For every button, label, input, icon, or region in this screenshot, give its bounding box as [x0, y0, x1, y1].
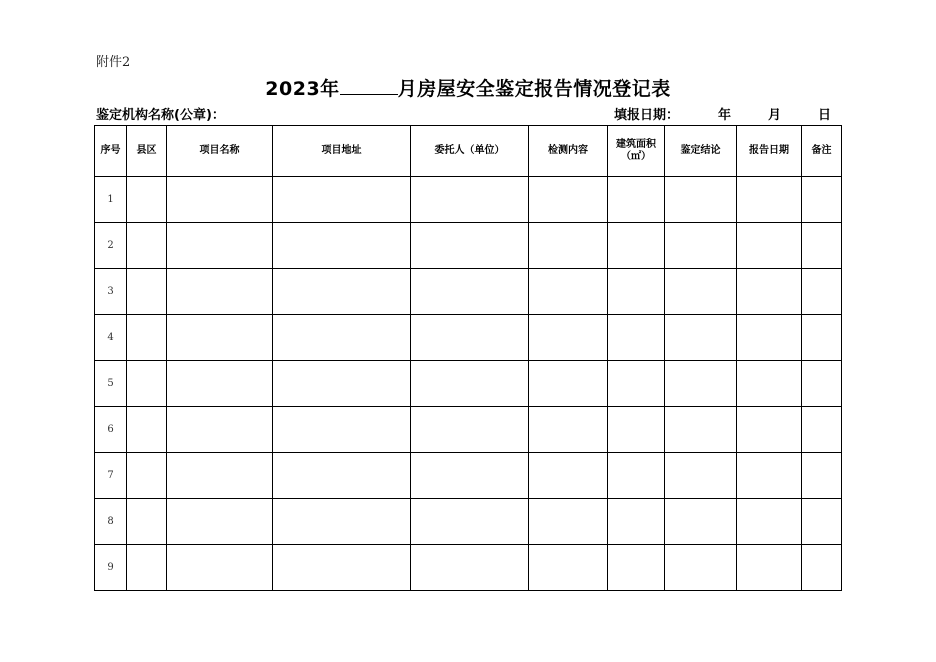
conclusion-cell [665, 269, 737, 315]
conclusion-cell [665, 177, 737, 223]
table-row [95, 269, 842, 315]
page-title [0, 74, 936, 101]
row-number: 6 [95, 407, 127, 453]
project-address-cell [273, 361, 411, 407]
project-name-cell [167, 407, 273, 453]
client-cell [411, 545, 529, 591]
row-number: 8 [95, 499, 127, 545]
project-name-cell [167, 453, 273, 499]
header-seq: 序号 [95, 126, 127, 177]
county-cell [127, 545, 167, 591]
content-cell [529, 269, 608, 315]
county-cell [127, 223, 167, 269]
project-address-cell [273, 177, 411, 223]
client-cell [411, 361, 529, 407]
row-number: 4 [95, 315, 127, 361]
project-address-cell [273, 499, 411, 545]
client-cell [411, 177, 529, 223]
row-number: 2 [95, 223, 127, 269]
content-cell [529, 177, 608, 223]
report-date-cell [737, 269, 802, 315]
area-cell [608, 177, 665, 223]
county-cell [127, 269, 167, 315]
report-date-cell [737, 545, 802, 591]
client-cell [411, 407, 529, 453]
content-cell [529, 453, 608, 499]
org-name-label: 鉴定机构名称(公章)： [96, 108, 225, 123]
header-conclusion: 鉴定结论 [665, 126, 737, 177]
fill-date-day: 日 [818, 108, 832, 123]
report-date-cell [737, 223, 802, 269]
content-cell [529, 545, 608, 591]
client-cell [411, 223, 529, 269]
remarks-cell [802, 545, 842, 591]
report-date-cell [737, 177, 802, 223]
header-area-unit: （㎡） [621, 151, 651, 162]
table-row [95, 545, 842, 591]
table-row [95, 499, 842, 545]
conclusion-cell [665, 499, 737, 545]
header-project-address: 项目地址 [273, 126, 411, 177]
conclusion-cell [665, 453, 737, 499]
area-cell [608, 499, 665, 545]
conclusion-cell [665, 361, 737, 407]
header-project-name: 项目名称 [167, 126, 273, 177]
table-row [95, 177, 842, 223]
conclusion-cell [665, 545, 737, 591]
project-address-cell [273, 223, 411, 269]
county-cell [127, 499, 167, 545]
table-row [95, 361, 842, 407]
register-table [94, 125, 842, 591]
report-date-cell [737, 407, 802, 453]
table-row [95, 407, 842, 453]
remarks-cell [802, 453, 842, 499]
project-address-cell [273, 407, 411, 453]
conclusion-cell [665, 315, 737, 361]
area-cell [608, 269, 665, 315]
project-address-cell [273, 269, 411, 315]
project-name-cell [167, 177, 273, 223]
table-row [95, 223, 842, 269]
content-cell [529, 315, 608, 361]
fill-date [614, 104, 831, 123]
header-report-date: 报告日期 [737, 126, 802, 177]
remarks-cell [802, 315, 842, 361]
content-cell [529, 407, 608, 453]
table-row [95, 315, 842, 361]
remarks-cell [802, 407, 842, 453]
project-name-cell [167, 545, 273, 591]
fill-date-month: 月 [768, 108, 782, 123]
remarks-cell [802, 177, 842, 223]
project-address-cell [273, 545, 411, 591]
area-cell [608, 223, 665, 269]
project-name-cell [167, 315, 273, 361]
fill-date-year: 年 [718, 108, 732, 123]
fill-date-label: 填报日期： [614, 108, 680, 123]
title-suffix: 月房屋安全鉴定报告情况登记表 [397, 78, 671, 100]
table-body [95, 177, 842, 591]
area-cell [608, 407, 665, 453]
table-row [95, 453, 842, 499]
title-prefix: 2023年 [265, 78, 340, 100]
area-cell [608, 315, 665, 361]
report-date-cell [737, 361, 802, 407]
area-cell [608, 361, 665, 407]
remarks-cell [802, 361, 842, 407]
area-cell [608, 545, 665, 591]
report-date-cell [737, 315, 802, 361]
county-cell [127, 315, 167, 361]
row-number: 9 [95, 545, 127, 591]
table-header-row [95, 126, 842, 177]
county-cell [127, 453, 167, 499]
client-cell [411, 315, 529, 361]
conclusion-cell [665, 407, 737, 453]
header-county: 县区 [127, 126, 167, 177]
report-date-cell [737, 453, 802, 499]
client-cell [411, 499, 529, 545]
content-cell [529, 361, 608, 407]
county-cell [127, 407, 167, 453]
row-number: 7 [95, 453, 127, 499]
project-address-cell [273, 453, 411, 499]
header-client: 委托人（单位） [411, 126, 529, 177]
row-number: 1 [95, 177, 127, 223]
area-cell [608, 453, 665, 499]
header-area-line1: 建筑面积 [616, 139, 656, 150]
project-name-cell [167, 223, 273, 269]
client-cell [411, 453, 529, 499]
row-number: 3 [95, 269, 127, 315]
conclusion-cell [665, 223, 737, 269]
content-cell [529, 223, 608, 269]
remarks-cell [802, 223, 842, 269]
county-cell [127, 177, 167, 223]
project-name-cell [167, 499, 273, 545]
report-date-cell [737, 499, 802, 545]
remarks-cell [802, 499, 842, 545]
project-address-cell [273, 315, 411, 361]
remarks-cell [802, 269, 842, 315]
header-remarks: 备注 [802, 126, 842, 177]
content-cell [529, 499, 608, 545]
project-name-cell [167, 361, 273, 407]
client-cell [411, 269, 529, 315]
row-number: 5 [95, 361, 127, 407]
county-cell [127, 361, 167, 407]
title-month-blank [340, 78, 398, 95]
attachment-label: 附件2 [96, 55, 131, 70]
header-content: 检测内容 [529, 126, 608, 177]
header-area [608, 126, 665, 177]
project-name-cell [167, 269, 273, 315]
